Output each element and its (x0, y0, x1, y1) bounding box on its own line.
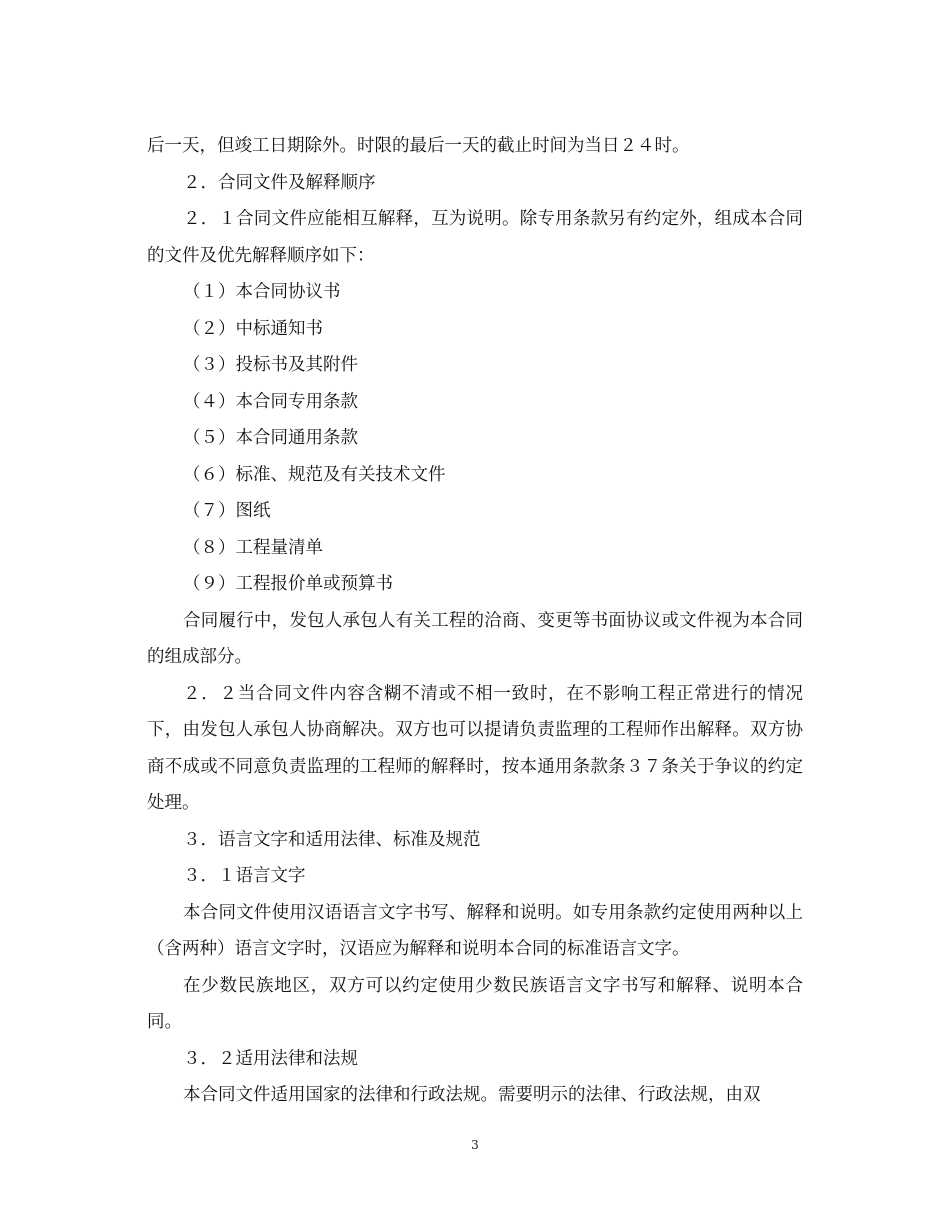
list-item-7: （７）图纸 (183, 501, 271, 521)
paragraph-minority-regions: 在少数民族地区，双方可以约定使用少数民族语言文字书写和解释、说明本合同。 (147, 975, 803, 1032)
document-body (147, 128, 803, 1114)
heading-section-3-1: ３．１语言文字 (183, 866, 306, 886)
list-item-2: （２）中标通知书 (183, 318, 323, 339)
page-number: 3 (471, 1138, 479, 1152)
list-item-5: （５）本合同通用条款 (183, 428, 358, 448)
list-item-8: （８）工程量清单 (183, 537, 323, 558)
list-item-1: （１）本合同协议书 (183, 282, 341, 302)
paragraph-continuation: 后一天，但竣工日期除外。时限的最后一天的截止时间为当日２４时。 (147, 136, 690, 156)
paragraph-2-1: ２．１合同文件应能相互解释，互为说明。除专用条款另有约定外，组成本合同的文件及优先解释顺序如下： (147, 209, 803, 266)
list-item-6: （６）标准、规范及有关技术文件 (183, 464, 446, 485)
list-item-3: （３）投标书及其附件 (183, 355, 358, 375)
heading-section-3-2: ３．２适用法律和法规 (183, 1048, 358, 1069)
paragraph-2-2: ２．２当合同文件内容含糊不清或不相一致时，在不影响工程正常进行的情况下，由发包人承包人协商解决。双方也可以提请负责监理的工程师作出解释。双方协商不成或不同意负责监理的工程师的解释时，按本通用条款条３７条关于争议的约定处理。 (147, 683, 803, 813)
paragraph-language: 本合同文件使用汉语语言文字书写、解释和说明。如专用条款约定使用两种以上（含两种）语言文字时，汉语应为解释和说明本合同的标准语言文字。 (147, 902, 803, 959)
heading-section-3: ３．语言文字和适用法律、标准及规范 (183, 829, 481, 850)
list-item-4: （４）本合同专用条款 (183, 391, 358, 412)
heading-section-2: ２．合同文件及解释顺序 (183, 172, 376, 193)
paragraph-contract-performance: 合同履行中，发包人承包人有关工程的洽商、变更等书面协议或文件视为本合同的组成部分。 (147, 610, 803, 667)
paragraph-applicable-law: 本合同文件适用国家的法律和行政法规。需要明示的法律、行政法规，由双 (183, 1085, 761, 1105)
list-item-9: （９）工程报价单或预算书 (183, 574, 393, 594)
